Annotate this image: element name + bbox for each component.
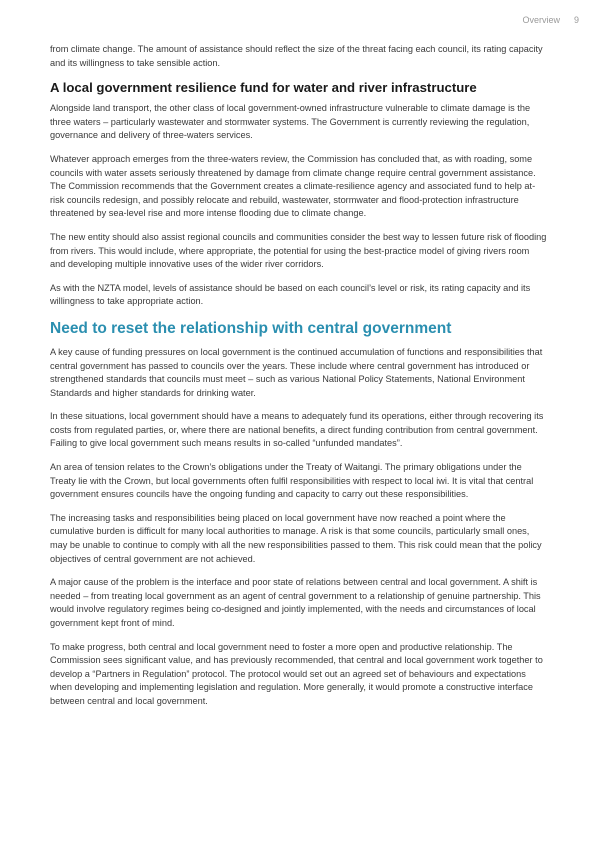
- intro-paragraph: from climate change. The amount of assistance should reflect the size of the threat facing each council, its rating capacity and its willingness to take sensible action.: [50, 44, 543, 68]
- section-heading-reset-relationship: Need to reset the relationship with central government: [50, 319, 452, 337]
- paragraph: Alongside land transport, the other class of local government-owned infrastructure vulnerable to climate damage is the three waters – particularly wastewater and stormwater systems. The Government is currently reviewing the regulation, governance and delivery of three-waters services.: [50, 103, 531, 141]
- paragraph: In these situations, local government should have a means to adequately fund its operations, either through recovering its costs from regulated parties, or, where there are national benefits, a direct funding contribution from central government. Failing to give local government such means results in so-called “unfunded mandates”.: [50, 411, 544, 449]
- paragraph: To make progress, both central and local government need to foster a more open and productive relationship. The Commission sees significant value, and has previously recommended, that central and local government work together to develop a “Partners in Regulation” protocol. The protocol would set out an agreed set of behaviours and expectations when developing and implementing legislation and regulation. More generally, it would promote a constructive interface between central and local government.: [50, 641, 543, 706]
- page-number: 9: [573, 15, 579, 25]
- running-section-title: Overview: [522, 15, 560, 25]
- paragraph: An area of tension relates to the Crown’s obligations under the Treaty of Waitangi. The primary obligations under the Treaty lie with the Crown, but local governments often fulfil responsibilities with respect to local iwi. It is vital that central government ensures councils have the ongoing funding and capacity to carry out these responsibilities.: [50, 462, 534, 500]
- paragraph: A major cause of the problem is the interface and poor state of relations between central and local government. A shift is needed – from treating local government as an agent of central government to a relationship of genuine partnership. This would involve regulatory regimes being co-designed and jointly implemented, with the needs and circumstances of local government kept front of mind.: [50, 577, 541, 628]
- paragraph: A key cause of funding pressures on local government is the continued accumulation of functions and responsibilities that central government has passed to councils over the years. These include where central government has introduced or strengthened standards that councils must meet – such as various National Policy Statements, National Environment Standards and higher standards for drinking water.: [50, 346, 543, 398]
- paragraph: Whatever approach emerges from the three-waters review, the Commission has concluded that, as with roading, some councils with water assets seriously threatened by damage from climate change require central government assistance. The Commission recommends that the Government creates a climate-resilience agency and associated fund to help at-risk councils redesign, and possibly relocate and rebuild, wastewater, stormwater and flood-protection infrastructure threatened by sea-level rise and more intense flooding due to climate change.: [50, 153, 536, 219]
- section-heading-resilience-fund: A local government resilience fund for water and river infrastructure: [50, 80, 477, 96]
- paragraph: The new entity should also assist regional councils and communities consider the best way to lessen future risk of flooding from rivers. This would include, where appropriate, the potential for using the best-practice model of giving rivers room and developing multiple innovative uses of the wider river corridors.: [50, 231, 547, 270]
- page-header: [522, 15, 579, 25]
- paragraph: As with the NZTA model, levels of assistance should be based on each council’s level or risk, its rating capacity and its willingness to take appropriate action.: [50, 282, 531, 307]
- page-body: [50, 43, 547, 719]
- paragraph: The increasing tasks and responsibilities being placed on local government have now reached a point where the cumulative burden is difficult for many local authorities to manage. A risk is that some councils, particularly small ones, may be unable to continue to comply with all the new responsibilities passed to them. This risk could mean that the policy objectives of central government are not achieved.: [50, 512, 542, 564]
